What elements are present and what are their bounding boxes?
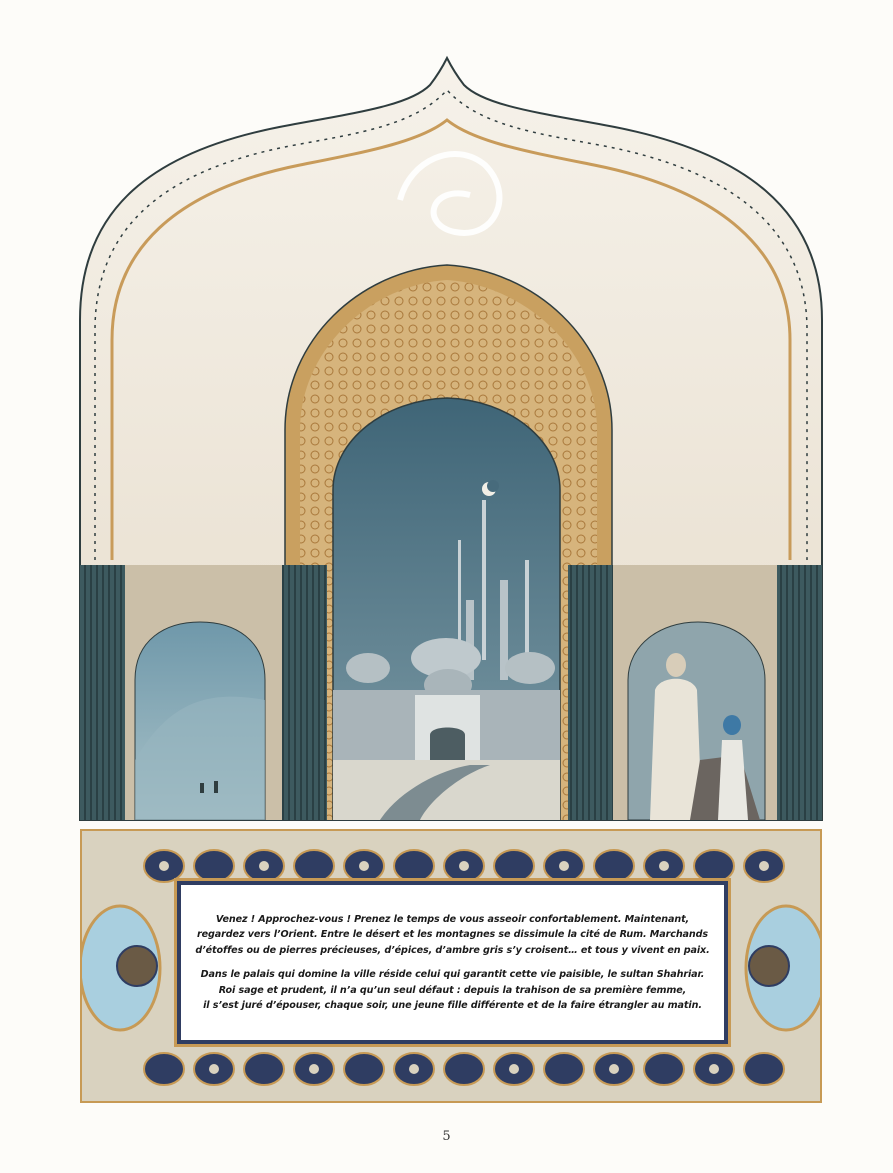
narration-caption [177, 881, 728, 1044]
caption-line: Venez ! Approchez-vous ! Prenez le temps de vous asseoir confortablement. Maintenant, [215, 913, 690, 925]
caption-line: Roi sage et prudent, il n’a qu’un seul défaut : depuis la trahison de sa première femme, [218, 984, 687, 996]
left-column [80, 565, 125, 820]
right-column [777, 565, 822, 820]
caption-line: regardez vers l’Orient. Entre le désert et les montagnes se dissimule la cité de Rum. Marchands [196, 929, 709, 940]
caption-line: il s’est juré d’épouser, chaque soir, une jeune fille différente et de la faire étrangler au matin. [203, 1000, 702, 1011]
caption-line: d’étoffes ou de pierres précieuses, d’épices, d’ambre gris s’y croisent… et tous y vivent en paix. [195, 944, 710, 956]
caption-line: Dans le palais qui domine la ville réside celui qui garantit cette vie paisible, le sultan Shahriar. [200, 969, 705, 980]
page-number: 5 [442, 1129, 451, 1144]
